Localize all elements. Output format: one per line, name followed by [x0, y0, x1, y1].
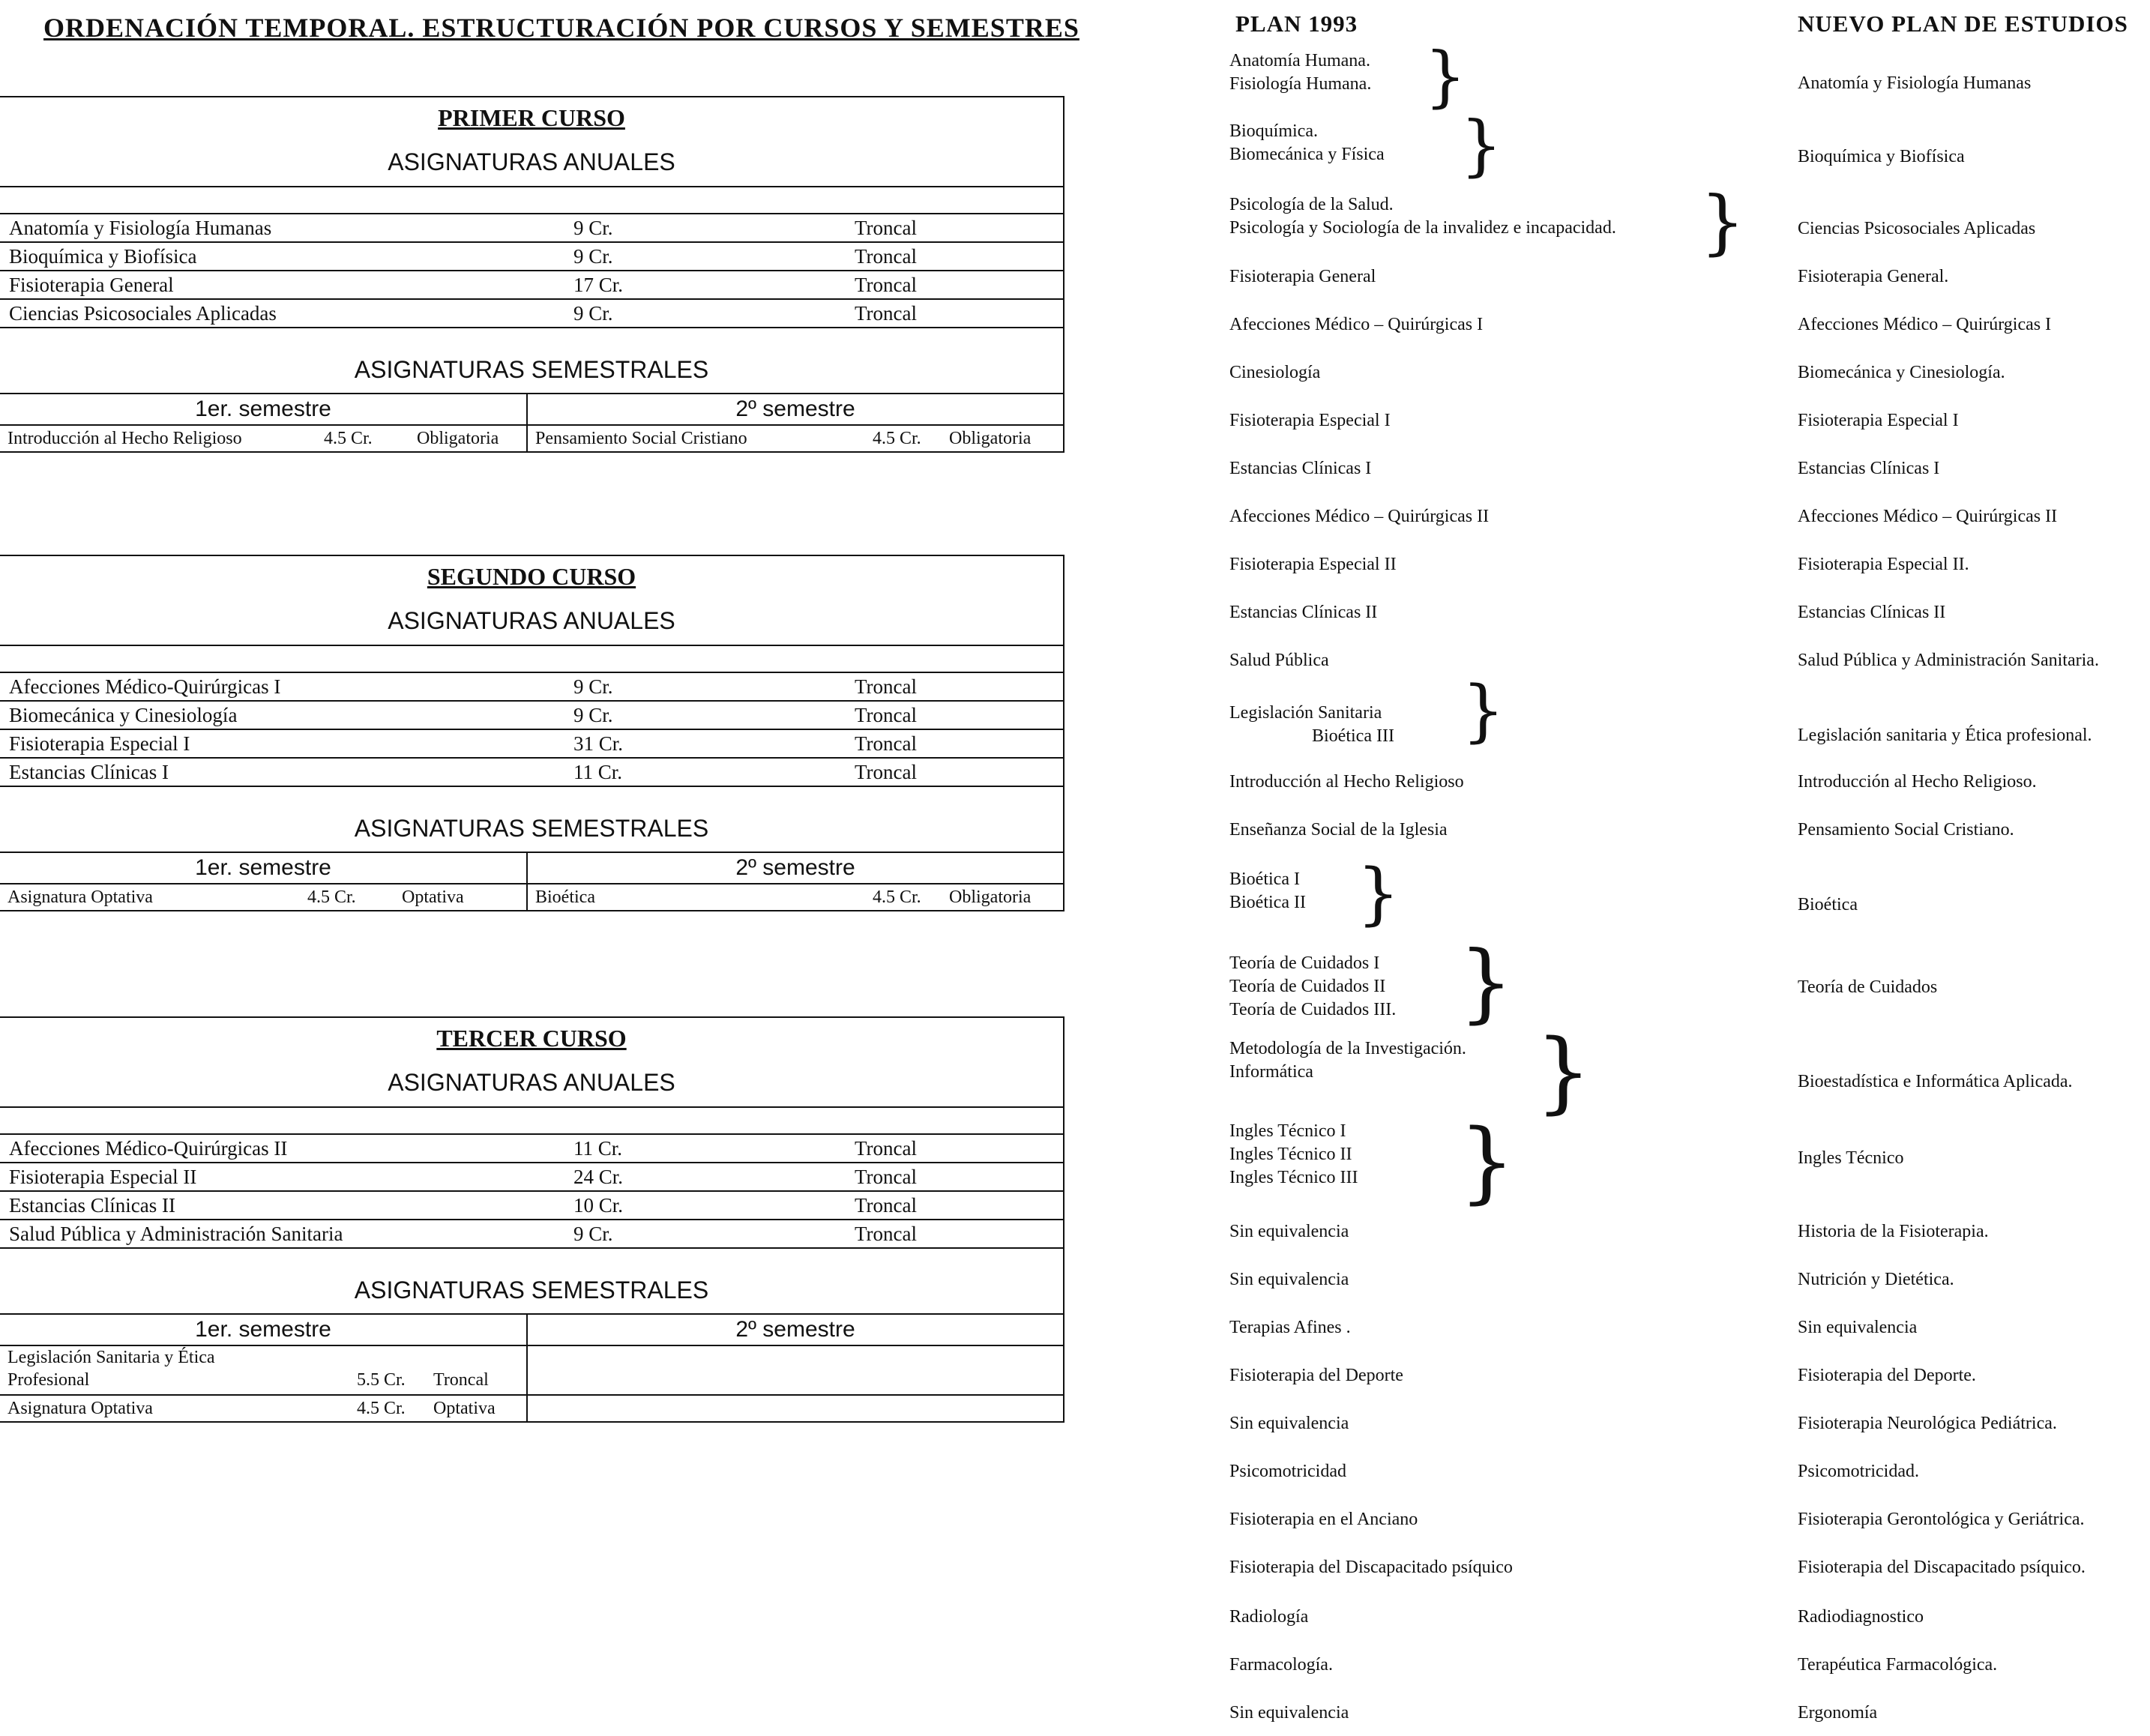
subject-type: Obligatoria	[949, 887, 1032, 907]
old-plan-subject: Estancias Clínicas II	[1229, 603, 1378, 622]
new-plan-subject: Bioestadística e Informática Aplicada.	[1798, 1072, 2073, 1091]
old-plan-subject: Sin equivalencia	[1229, 1222, 1349, 1241]
subject-type: Troncal	[855, 761, 918, 783]
old-plan-item	[1229, 361, 1320, 385]
table-row	[0, 672, 1063, 702]
table-row	[0, 271, 1063, 300]
old-plan-item	[1229, 649, 1329, 672]
semestrales-heading: ASIGNATURAS SEMESTRALES	[0, 787, 1063, 853]
old-plan-subject: Ingles Técnico I	[1229, 1121, 1346, 1141]
old-plan-subject: Enseñanza Social de la Iglesia	[1229, 820, 1448, 840]
table-row	[0, 243, 1063, 271]
new-plan-subject: Fisioterapia Gerontológica y Geriátrica.	[1798, 1510, 2085, 1529]
old-plan-subject: Fisiología Humana.	[1229, 74, 1372, 94]
new-plan-subject: Ergonomía	[1798, 1703, 1878, 1723]
new-plan-subject: Salud Pública y Administración Sanitaria.	[1798, 651, 2099, 670]
subject-name: Ciencias Psicosociales Aplicadas	[9, 302, 277, 325]
new-plan-subject: Bioética	[1798, 895, 1858, 914]
subject-credits: 4.5 Cr.	[873, 429, 921, 448]
semester-subject-row	[0, 426, 1063, 451]
grouping-brace-icon: }	[1459, 1109, 1516, 1213]
old-plan-subject: Informática	[1229, 1062, 1313, 1082]
old-plan-subject: Ingles Técnico II	[1229, 1145, 1352, 1164]
old-plan-subject: Sin equivalencia	[1229, 1414, 1349, 1433]
subject-name: Anatomía y Fisiología Humanas	[9, 217, 272, 239]
subject-credits: 4.5 Cr.	[324, 429, 373, 448]
old-plan-subject: Bioética III	[1312, 726, 1394, 746]
subject-name-line-1: Legislación Sanitaria y Ética	[7, 1348, 215, 1367]
old-plan-subject: Introducción al Hecho Religioso	[1229, 772, 1464, 792]
subject-credits: 5.5 Cr.	[357, 1370, 406, 1390]
new-plan-subject: Estancias Clínicas II	[1798, 603, 1946, 622]
subject-type: Troncal	[855, 302, 918, 325]
subject-name: Salud Pública y Administración Sanitaria	[9, 1223, 343, 1245]
old-plan-item	[1229, 1364, 1403, 1387]
course-table-tercer-curso	[0, 1016, 1065, 1423]
grouping-brace-icon: }	[1460, 106, 1502, 184]
subject-type: Troncal	[855, 675, 918, 698]
table-row	[0, 300, 1063, 328]
subject-name: Asignatura Optativa	[7, 1399, 153, 1418]
old-plan-subject: Metodología de la Investigación.	[1229, 1039, 1466, 1058]
page-title: ORDENACIÓN TEMPORAL. ESTRUCTURACIÓN POR CURSOS Y SEMESTRES	[43, 13, 1079, 43]
anuales-heading: ASIGNATURAS ANUALES	[0, 138, 1063, 187]
new-plan-subject: Psicomotricidad.	[1798, 1462, 1919, 1481]
new-plan-subject: Fisioterapia General.	[1798, 267, 1949, 286]
subject-credits: 9 Cr.	[573, 217, 613, 239]
old-plan-item	[1229, 1268, 1349, 1292]
subject-credits: 4.5 Cr.	[357, 1399, 406, 1418]
old-plan-item	[1229, 1654, 1333, 1677]
new-plan-subject: Anatomía y Fisiología Humanas	[1798, 73, 2032, 93]
old-plan-item	[1229, 1556, 1513, 1579]
old-plan-subject: Fisioterapia Especial II	[1229, 555, 1397, 574]
new-plan-subject: Pensamiento Social Cristiano.	[1798, 820, 2014, 840]
semester-1-label: 1er. semestre	[0, 1315, 528, 1345]
new-plan-heading: NUEVO PLAN DE ESTUDIOS	[1798, 10, 2128, 37]
old-plan-subject: Teoría de Cuidados II	[1229, 977, 1386, 996]
subject-credits: 4.5 Cr.	[307, 887, 356, 907]
new-plan-subject: Ciencias Psicosociales Aplicadas	[1798, 219, 2036, 238]
old-plan-subject: Bioquímica.	[1229, 121, 1318, 141]
old-plan-item	[1229, 313, 1483, 337]
subject-name: Bioquímica y Biofísica	[9, 245, 197, 268]
old-plan-item	[1229, 702, 1394, 748]
old-plan-item	[1229, 49, 1371, 96]
subject-type: Optativa	[402, 887, 464, 907]
subject-credits: 24 Cr.	[573, 1166, 624, 1188]
subject-type: Optativa	[433, 1399, 496, 1418]
new-plan-subject: Fisioterapia del Deporte.	[1798, 1366, 1976, 1385]
new-plan-subject: Biomecánica y Cinesiología.	[1798, 363, 2005, 382]
old-plan-subject: Teoría de Cuidados III.	[1229, 1000, 1397, 1019]
course-table-segundo-curso	[0, 555, 1065, 911]
subject-credits: 9 Cr.	[573, 675, 613, 698]
old-plan-subject: Sin equivalencia	[1229, 1270, 1349, 1289]
subject-type: Troncal	[855, 274, 918, 296]
old-plan-subject: Farmacología.	[1229, 1655, 1333, 1675]
subject-credits: 17 Cr.	[573, 274, 624, 296]
divider	[0, 1108, 1063, 1133]
semester-header-row	[0, 853, 1063, 884]
semester-1-label: 1er. semestre	[0, 394, 528, 424]
subject-name: Pensamiento Social Cristiano	[535, 429, 747, 448]
old-plan-item	[1229, 265, 1376, 289]
old-plan-item	[1229, 1412, 1349, 1435]
table-row	[0, 1220, 1063, 1249]
old-plan-subject: Terapias Afines .	[1229, 1318, 1351, 1337]
course-title: TERCER CURSO	[436, 1025, 627, 1052]
table-row	[0, 759, 1063, 787]
subject-credits: 31 Cr.	[573, 732, 624, 755]
old-plan-subject: Fisioterapia en el Anciano	[1229, 1510, 1418, 1529]
subject-type: Troncal	[855, 732, 918, 755]
old-plan-item	[1229, 505, 1489, 528]
subject-name: Afecciones Médico-Quirúrgicas I	[9, 675, 281, 698]
semester-subject-row	[0, 884, 1063, 910]
subject-name: Asignatura Optativa	[7, 887, 153, 907]
old-plan-item	[1229, 1702, 1349, 1725]
old-plan-subject: Salud Pública	[1229, 651, 1329, 670]
subject-name: Afecciones Médico-Quirúrgicas II	[9, 1137, 288, 1160]
old-plan-item	[1229, 1316, 1351, 1339]
old-plan-subject: Legislación Sanitaria	[1229, 703, 1382, 723]
old-plan-subject: Afecciones Médico – Quirúrgicas II	[1229, 507, 1490, 526]
subject-credits: 4.5 Cr.	[873, 887, 921, 907]
old-plan-item	[1229, 771, 1464, 794]
subject-name: Introducción al Hecho Religioso	[7, 429, 242, 448]
grouping-brace-icon: }	[1462, 672, 1505, 750]
old-plan-subject: Fisioterapia del Discapacitado psíquico	[1229, 1558, 1513, 1577]
semester-subject-row	[0, 1346, 1063, 1396]
old-plan-subject: Fisioterapia General	[1229, 267, 1376, 286]
subject-name: Estancias Clínicas II	[9, 1194, 175, 1217]
semester-subject-row	[0, 1396, 1063, 1421]
old-plan-item	[1229, 457, 1371, 480]
old-plan-item	[1229, 1460, 1346, 1483]
old-plan-subject: Bioética II	[1229, 893, 1306, 912]
old-plan-item	[1229, 601, 1377, 624]
old-plan-subject: Estancias Clínicas I	[1229, 459, 1372, 478]
old-plan-item	[1229, 553, 1397, 576]
subject-credits: 9 Cr.	[573, 302, 613, 325]
old-plan-item	[1229, 120, 1385, 166]
course-title: SEGUNDO CURSO	[427, 563, 636, 590]
new-plan-subject: Historia de la Fisioterapia.	[1798, 1222, 1989, 1241]
old-plan-item	[1229, 1220, 1349, 1244]
anuales-heading: ASIGNATURAS ANUALES	[0, 597, 1063, 646]
grouping-brace-icon: }	[1424, 37, 1466, 115]
new-plan-subject: Bioquímica y Biofísica	[1798, 147, 1965, 166]
anuales-heading: ASIGNATURAS ANUALES	[0, 1058, 1063, 1108]
divider	[0, 646, 1063, 672]
old-plan-subject: Biomecánica y Física	[1229, 145, 1385, 164]
new-plan-subject: Afecciones Médico – Quirúrgicas I	[1798, 315, 2052, 334]
subject-credits: 9 Cr.	[573, 245, 613, 268]
subject-credits: 11 Cr.	[573, 761, 623, 783]
grouping-brace-icon: }	[1700, 181, 1745, 263]
old-plan-item	[1229, 952, 1396, 1022]
table-row	[0, 1192, 1063, 1220]
subject-credits: 10 Cr.	[573, 1194, 624, 1217]
subject-name: Fisioterapia General	[9, 274, 174, 296]
old-plan-item	[1229, 1606, 1308, 1629]
semestrales-heading: ASIGNATURAS SEMESTRALES	[0, 1249, 1063, 1315]
semester-1-label: 1er. semestre	[0, 853, 528, 883]
course-title: PRIMER CURSO	[438, 104, 625, 131]
semester-2-label: 2º semestre	[735, 397, 855, 421]
subject-type: Troncal	[855, 1223, 918, 1245]
new-plan-subject: Fisioterapia Especial I	[1798, 411, 1959, 430]
subject-name: Estancias Clínicas I	[9, 761, 169, 783]
subject-name-line-2: Profesional	[7, 1370, 90, 1390]
old-plan-heading: PLAN 1993	[1235, 10, 1358, 37]
new-plan-subject: Radiodiagnostico	[1798, 1607, 1924, 1627]
new-plan-subject: Legislación sanitaria y Ética profesional.	[1798, 726, 2092, 745]
new-plan-subject: Fisioterapia Neurológica Pediátrica.	[1798, 1414, 2057, 1433]
new-plan-subject: Fisioterapia del Discapacitado psíquico.	[1798, 1558, 2086, 1577]
old-plan-item	[1229, 1508, 1418, 1531]
subject-type: Obligatoria	[949, 429, 1032, 448]
semester-header-row	[0, 1315, 1063, 1346]
new-plan-subject: Ingles Técnico	[1798, 1148, 1904, 1168]
subject-credits: 9 Cr.	[573, 1223, 613, 1245]
old-plan-item	[1229, 868, 1306, 914]
old-plan-subject: Fisioterapia del Deporte	[1229, 1366, 1403, 1385]
new-plan-subject: Fisioterapia Especial II.	[1798, 555, 1969, 574]
grouping-brace-icon: }	[1535, 1019, 1592, 1123]
course-table-primer-curso	[0, 96, 1065, 453]
old-plan-subject: Afecciones Médico – Quirúrgicas I	[1229, 315, 1484, 334]
subject-type: Troncal	[855, 1166, 918, 1188]
old-plan-item	[1229, 1120, 1358, 1190]
new-plan-subject: Teoría de Cuidados	[1798, 977, 1938, 997]
subject-type: Troncal	[855, 245, 918, 268]
new-plan-subject: Terapéutica Farmacológica.	[1798, 1655, 1998, 1675]
semestrales-heading: ASIGNATURAS SEMESTRALES	[0, 328, 1063, 394]
subject-name: Fisioterapia Especial I	[9, 732, 190, 755]
new-plan-subject: Nutrición y Dietética.	[1798, 1270, 1954, 1289]
table-row	[0, 702, 1063, 730]
old-plan-subject: Psicomotricidad	[1229, 1462, 1346, 1481]
subject-credits: 9 Cr.	[573, 704, 613, 726]
new-plan-subject: Afecciones Médico – Quirúrgicas II	[1798, 507, 2058, 526]
table-row	[0, 213, 1063, 243]
old-plan-subject: Fisioterapia Especial I	[1229, 411, 1391, 430]
grouping-brace-icon: }	[1459, 932, 1514, 1032]
semester-header-row	[0, 394, 1063, 426]
subject-type: Troncal	[855, 704, 918, 726]
old-plan-subject: Psicología y Sociología de la invalidez e incapacidad.	[1229, 218, 1616, 238]
table-row	[0, 730, 1063, 759]
grouping-brace-icon: }	[1357, 855, 1400, 933]
old-plan-subject: Radiología	[1229, 1607, 1309, 1627]
subject-type: Troncal	[433, 1370, 489, 1390]
old-plan-subject: Psicología de la Salud.	[1229, 195, 1394, 214]
subject-name: Biomecánica y Cinesiología	[9, 704, 238, 726]
semester-2-label: 2º semestre	[735, 855, 855, 880]
new-plan-subject: Introducción al Hecho Religioso.	[1798, 772, 2037, 792]
subject-name: Fisioterapia Especial II	[9, 1166, 197, 1188]
old-plan-subject: Teoría de Cuidados I	[1229, 953, 1380, 973]
semester-2-label: 2º semestre	[735, 1317, 855, 1342]
old-plan-subject: Ingles Técnico III	[1229, 1168, 1358, 1187]
subject-type: Troncal	[855, 1194, 918, 1217]
old-plan-item	[1229, 193, 1616, 240]
old-plan-subject: Bioética I	[1229, 869, 1300, 889]
old-plan-subject: Sin equivalencia	[1229, 1703, 1349, 1723]
subject-type: Troncal	[855, 1137, 918, 1160]
subject-type: Troncal	[855, 217, 918, 239]
subject-type: Obligatoria	[417, 429, 499, 448]
table-row	[0, 1133, 1063, 1163]
old-plan-item	[1229, 819, 1448, 842]
new-plan-subject: Estancias Clínicas I	[1798, 459, 1940, 478]
old-plan-subject: Anatomía Humana.	[1229, 51, 1370, 70]
subject-name: Bioética	[535, 887, 595, 907]
divider	[0, 187, 1063, 213]
table-row	[0, 1163, 1063, 1192]
old-plan-item	[1229, 409, 1391, 433]
subject-credits: 11 Cr.	[573, 1137, 623, 1160]
old-plan-subject: Cinesiología	[1229, 363, 1321, 382]
old-plan-item	[1229, 1037, 1466, 1084]
new-plan-subject: Sin equivalencia	[1798, 1318, 1918, 1337]
